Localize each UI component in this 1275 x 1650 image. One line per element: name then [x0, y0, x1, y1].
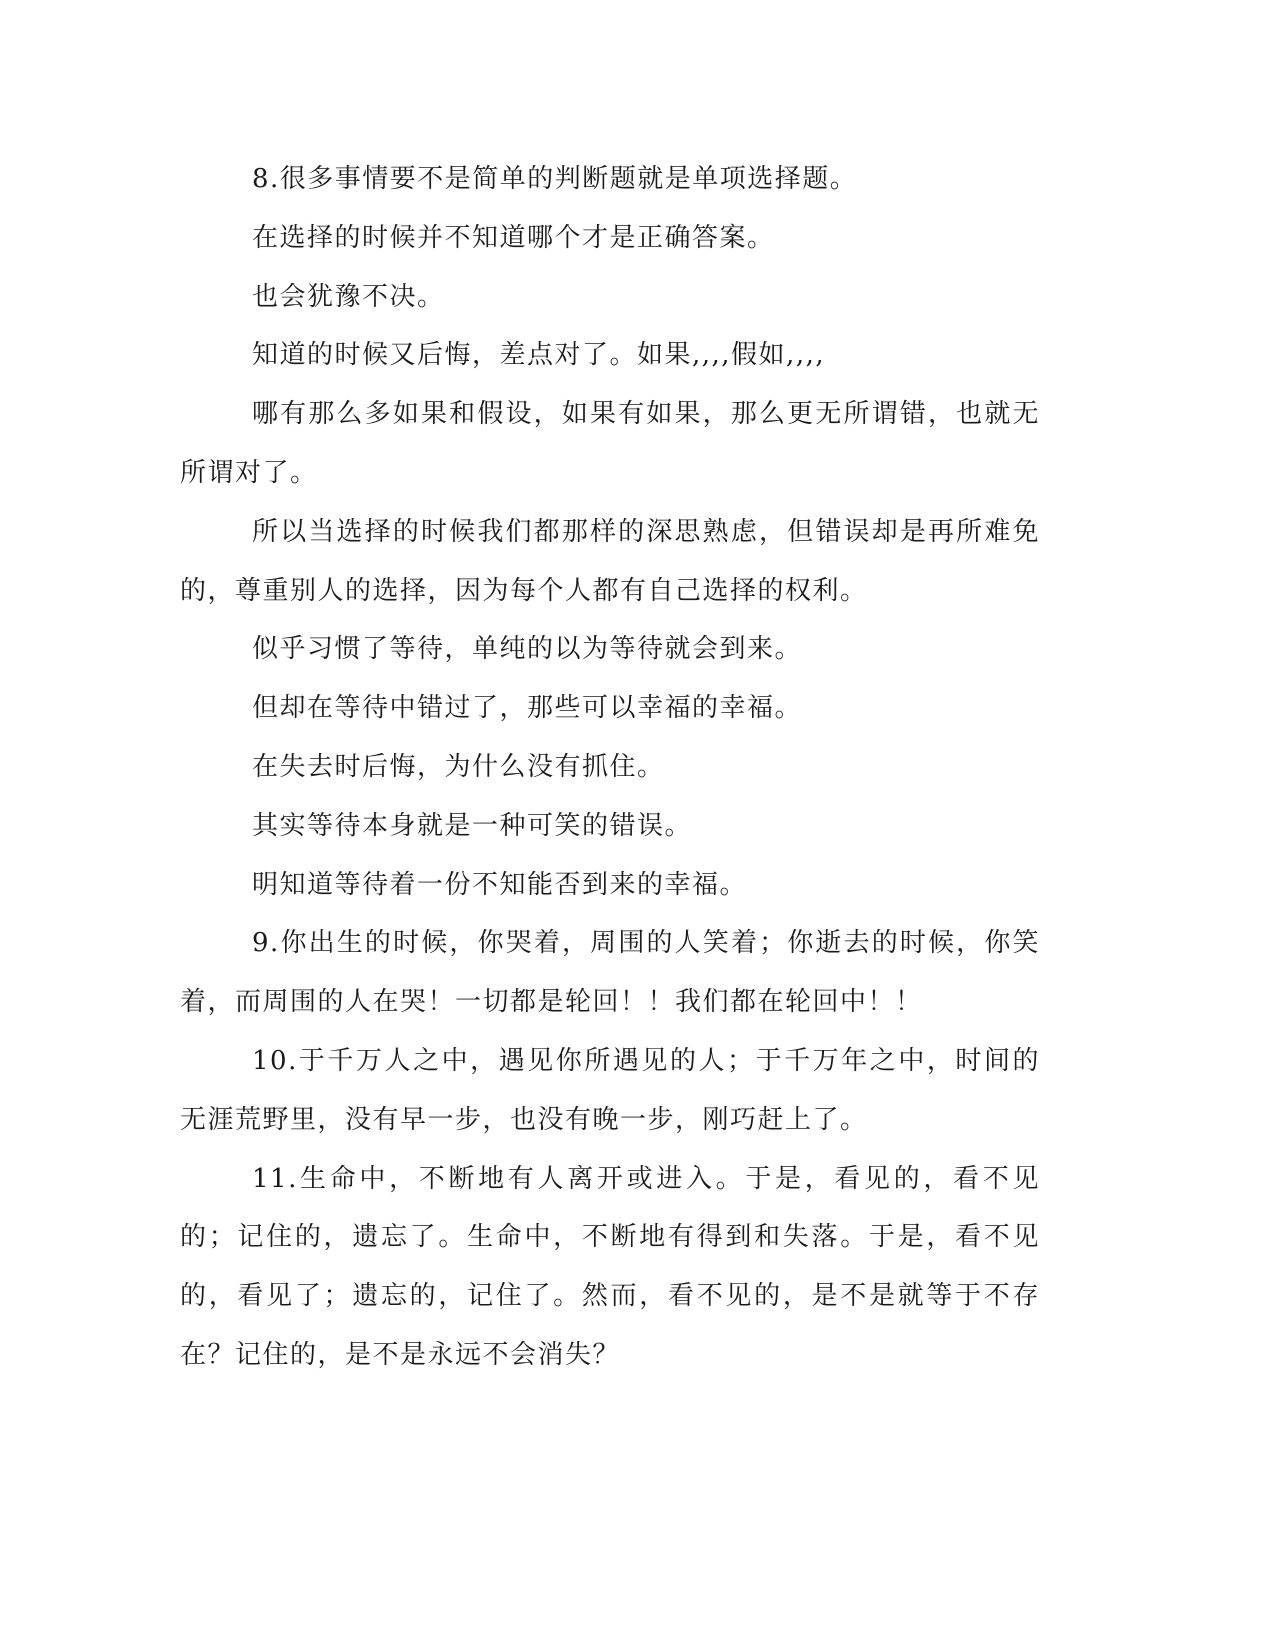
paragraph: 哪有那么多如果和假设，如果有如果，那么更无所谓错，也就无所谓对了。 — [180, 399, 1040, 488]
paragraph: 10.于千万人之中，遇见你所遇见的人；于千万年之中，时间的无涯荒野里，没有早一步，也没有晚一步，刚巧赶上了。 — [180, 1045, 1040, 1135]
paragraph: 也会犹豫不决。 — [252, 281, 445, 312]
paragraph: 9.你出生的时候，你哭着，周围的人笑着；你逝去的时候，你笑着，而周围的人在哭！一切都是轮回！！我们都在轮回中！！ — [180, 928, 1040, 1018]
paragraph: 8.很多事情要不是简单的判断题就是单项选择题。 — [252, 164, 858, 194]
paragraph: 11.生命中，不断地有人离开或进入。于是，看见的，看不见的；记住的，遗忘了。生命中，不断地有得到和失落。于是，看不见的，看见了；遗忘的，记住了。然而，看不见的，是不是就等于不存在？记住的，是不是永远不会消失？ — [180, 1163, 1040, 1370]
document-body — [180, 150, 1040, 1385]
paragraph: 明知道等待着一份不知能否到来的幸福。 — [252, 869, 748, 900]
paragraph: 知道的时候又后悔，差点对了。如果,,,,假如,,,, — [252, 340, 826, 371]
paragraph: 在失去时后悔，为什么没有抓住。 — [252, 751, 665, 782]
paragraph: 但却在等待中错过了，那些可以幸福的幸福。 — [252, 693, 803, 724]
paragraph: 其实等待本身就是一种可笑的错误。 — [252, 810, 693, 841]
paragraph: 似乎习惯了等待，单纯的以为等待就会到来。 — [252, 634, 803, 665]
paragraph: 在选择的时候并不知道哪个才是正确答案。 — [252, 222, 775, 253]
paragraph: 所以当选择的时候我们都那样的深思熟虑，但错误却是再所难免的，尊重别人的选择，因为每个人都有自己选择的权利。 — [180, 516, 1040, 606]
